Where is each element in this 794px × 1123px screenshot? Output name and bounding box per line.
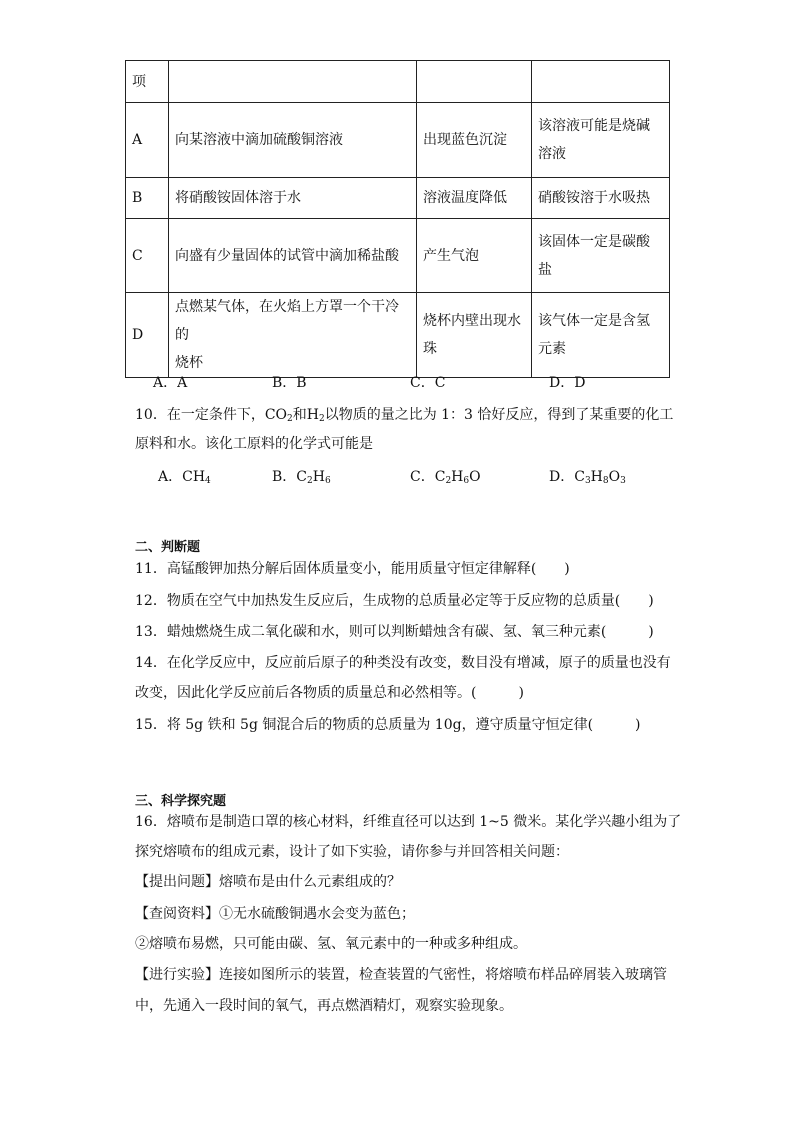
question-11: 11．高锰酸钾加热分解后固体质量变小，能用质量守恒定律解释( ) [135,561,570,577]
question-16-line4: 【查阅资料】①无水硫酸铜遇水会变为蓝色； [135,906,415,922]
question-16-line6: 【进行实验】连接如图所示的装置，检查装置的气密性，将熔喷布样品碎屑装入玻璃管 [135,967,667,983]
table-cell: 向盛有少量固体的试管中滴加稀盐酸 [169,219,417,293]
table-row [126,219,670,293]
table-cell: 该固体一定是碳酸 盐 [532,219,670,293]
question-13: 13．蜡烛燃烧生成二氧化碳和水，则可以判断蜡烛含有碳、氢、氧三种元素( ) [135,624,654,640]
question-12: 12．物质在空气中加热发生反应后，生成物的总质量必定等于反应物的总质量( ) [135,593,654,609]
q9-option-b: B．B [272,375,307,391]
table-cell: A [126,103,169,178]
q10-option-c: C．$C_2H_6O$ [410,469,481,486]
table-cell: D [126,293,169,378]
table-cell: 产生气泡 [417,219,532,293]
question-16-line2: 探究熔喷布的组成元素，设计了如下实验，请你参与并回答相关问题： [135,844,569,860]
table-cell: 出现蓝色沉淀 [417,103,532,178]
table-cell: 点燃某气体，在火焰上方罩一个干冷的 烧杯 [169,293,417,378]
q10-option-d: D．$C_3H_8O_3$ [549,469,626,486]
section-title-inquiry: 三、科学探究题 [135,794,227,809]
question-14-line1: 14．在化学反应中，反应前后原子的种类没有改变，数目没有增减，原子的质量也没有 [135,655,671,671]
q10-option-a: A．$CH_4$ [158,469,211,486]
q9-option-d: D．D [549,375,586,391]
q10-stem-line1: 10．在一定条件下，$CO_2$和$H_2$以物质的量之比为 1：3 恰好反应，得到了某重要的化工 [135,407,674,424]
question-16-line5: ②熔喷布易燃，只可能由碳、氢、氧元素中的一种或多种组成。 [135,936,527,952]
section-title-judgement: 二、判断题 [135,540,201,555]
q9-option-c: C．C [410,375,446,391]
table-cell: 向某溶液中滴加硫酸铜溶液 [169,103,417,178]
experiment-table [125,60,670,378]
q10-option-b: B．$C_2H_6$ [272,469,331,486]
table-cell: 将硝酸铵固体溶于水 [169,178,417,219]
table-row [126,293,670,378]
question-15: 15．将 5g 铁和 5g 铜混合后的物质的总质量为 10g，遵守质量守恒定律( ) [135,717,641,733]
table-cell: 溶液温度降低 [417,178,532,219]
table-cell: C [126,219,169,293]
question-16-line1: 16．熔喷布是制造口罩的核心材料，纤维直径可以达到 1~5 微米。某化学兴趣小组为了 [135,814,682,830]
table-cell: 项 [126,61,169,103]
table-row [126,103,670,178]
table-cell: 硝酸铵溶于水吸热 [532,178,670,219]
table-cell: 该气体一定是含氢 元素 [532,293,670,378]
table-cell: B [126,178,169,219]
question-14-line2: 改变，因此化学反应前后各物质的质量总和必然相等。( ) [135,685,524,701]
table-row [126,178,670,219]
question-16-line3: 【提出问题】熔喷布是由什么元素组成的？ [135,874,401,890]
table-header-row [126,61,670,103]
q10-stem-line2: 原料和水。该化工原料的化学式可能是 [135,436,373,452]
table-cell: 该溶液可能是烧碱 溶液 [532,103,670,178]
table-cell: 烧杯内壁出现水 珠 [417,293,532,378]
question-16-line7: 中，先通入一段时间的氧气，再点燃酒精灯，观察实验现象。 [135,998,513,1014]
q9-option-a: A．A [153,375,188,391]
